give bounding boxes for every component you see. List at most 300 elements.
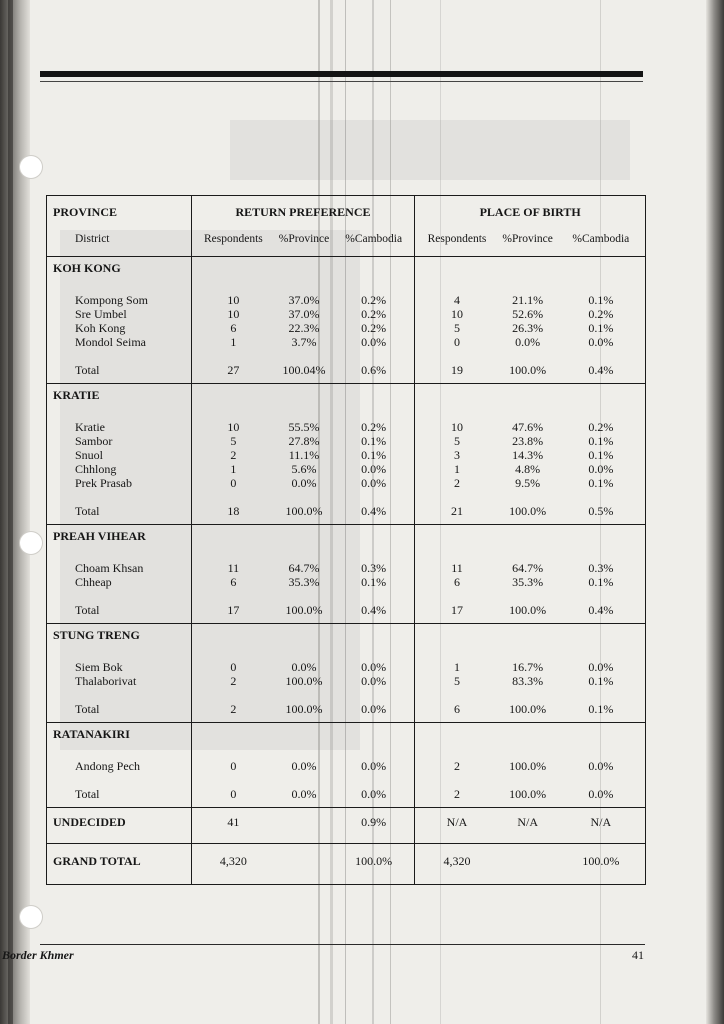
pb-pct-cambodia: 100.0% <box>557 844 646 885</box>
pb-respondents: 11 <box>451 561 463 575</box>
spacer-cell <box>191 406 275 420</box>
rp-pct-province: 100.0% <box>285 674 323 688</box>
spacer-cell <box>557 773 646 787</box>
spacer-cell <box>557 406 646 420</box>
rp-respondents: 4,320 <box>191 844 275 885</box>
rp-pct-cambodia: 0.2% <box>333 321 415 335</box>
pb-pct-province: 9.5% <box>515 476 541 490</box>
rp-pct-cambodia: 0.1% <box>333 575 415 589</box>
spacer-cell <box>191 646 275 660</box>
rp-pct-province: 37.0% <box>288 293 320 307</box>
rp-pct-province: 0.0% <box>275 787 333 808</box>
spacer-cell <box>557 646 646 660</box>
spacer-row <box>47 406 646 420</box>
spacer-cell <box>191 490 275 504</box>
total-row-label: Total <box>47 787 192 808</box>
rp-pct-cambodia: 0.9% <box>333 808 415 844</box>
undecided-row-label: UNDECIDED <box>47 808 192 844</box>
empty-cell <box>499 257 557 280</box>
spacer-cell <box>499 646 557 660</box>
spacer-cell <box>275 279 333 293</box>
header-rule-thin <box>40 81 643 82</box>
pb-pct-cambodia: 0.4% <box>557 603 646 624</box>
rp-pct-province <box>275 808 333 844</box>
province-name: KOH KONG <box>47 257 192 280</box>
punch-hole <box>20 906 42 928</box>
spacer-cell <box>499 406 557 420</box>
spacer-cell <box>47 406 192 420</box>
province-row <box>47 384 646 407</box>
rp-pct-province: 100.0% <box>275 603 333 624</box>
pb-respondents: 1 <box>454 660 461 674</box>
total-row-label: Total <box>47 702 192 723</box>
empty-cell <box>333 624 415 647</box>
rp-respondents: 11 <box>227 561 240 575</box>
spacer-cell <box>275 688 333 702</box>
rp-respondents: 0 <box>191 787 275 808</box>
total-row-label: Total <box>47 504 192 525</box>
grand-total-row-label: GRAND TOTAL <box>47 844 192 885</box>
spacer-row <box>47 688 646 702</box>
pb-respondents: 2 <box>415 787 499 808</box>
district-row <box>47 307 646 321</box>
spacer-cell <box>499 589 557 603</box>
pb-respondents: 21 <box>415 504 499 525</box>
empty-cell <box>557 624 646 647</box>
spacer-cell <box>275 646 333 660</box>
rp-respondents: 2 <box>230 448 237 462</box>
empty-cell <box>275 624 333 647</box>
pb-pct-cambodia: 0.0% <box>557 660 646 674</box>
pb-pct-cambodia: 0.5% <box>557 504 646 525</box>
spacer-cell <box>47 490 192 504</box>
spacer-cell <box>275 589 333 603</box>
footer-publication: Border Khmer <box>2 948 74 962</box>
total-row-label: Total <box>47 603 192 624</box>
district-row-label: Thalaborivat <box>47 674 192 688</box>
pb-pct-cambodia: 0.1% <box>557 674 646 688</box>
district-row <box>47 434 646 448</box>
province-row <box>47 525 646 548</box>
spacer-cell <box>333 773 415 787</box>
rp-pct-cambodia: 0.2% <box>333 293 415 307</box>
district-row <box>47 759 646 773</box>
total-row <box>47 363 646 384</box>
empty-cell <box>333 723 415 746</box>
pb-pct-province: 100.0% <box>499 603 557 624</box>
empty-cell <box>499 525 557 548</box>
spacer-cell <box>499 688 557 702</box>
spacer-cell <box>47 349 192 363</box>
spacer-row <box>47 279 646 293</box>
spacer-cell <box>275 490 333 504</box>
rp-pct-province: 64.7% <box>288 561 320 575</box>
rp-respondents: 6 <box>230 321 237 335</box>
pb-pct-province: 47.6% <box>512 420 544 434</box>
spacer-row <box>47 646 646 660</box>
header-rule <box>40 71 643 77</box>
district-row <box>47 321 646 335</box>
spacer-row <box>47 349 646 363</box>
rp-pct-province: 35.3% <box>288 575 320 589</box>
grand-total-row <box>47 844 646 885</box>
pb-pct-province: 35.3% <box>512 575 544 589</box>
empty-cell <box>333 525 415 548</box>
district-row-label: Andong Pech <box>47 759 192 773</box>
spacer-cell <box>557 589 646 603</box>
spacer-cell <box>499 745 557 759</box>
rp-pct-cambodia: 0.0% <box>333 335 415 349</box>
rp-respondents: 18 <box>191 504 275 525</box>
empty-cell <box>557 384 646 407</box>
rp-pct-province: 37.0% <box>288 307 320 321</box>
district-row-label: Chheap <box>47 575 192 589</box>
spacer-cell <box>499 773 557 787</box>
rp-respondents: 1 <box>230 462 237 476</box>
pb-respondents: 2 <box>454 476 461 490</box>
empty-cell <box>415 723 499 746</box>
rp-pct-province: 0.0% <box>291 660 317 674</box>
province-name: RATANAKIRI <box>47 723 192 746</box>
pb-pct-cambodia: 0.3% <box>557 561 646 575</box>
return-preference-table <box>46 195 646 885</box>
spacer-row <box>47 745 646 759</box>
pb-pct-province: 83.3% <box>512 674 544 688</box>
district-row <box>47 561 646 575</box>
empty-cell <box>415 384 499 407</box>
empty-cell <box>333 257 415 280</box>
rp-pct-cambodia: 0.0% <box>333 787 415 808</box>
spacer-cell <box>415 688 499 702</box>
pb-pct-province: 21.1% <box>512 293 544 307</box>
rp-respondents: 5 <box>230 434 237 448</box>
pb-respondents: 0 <box>454 335 461 349</box>
rp-pct-cambodia-header: %Cambodia <box>333 227 415 257</box>
spacer-cell <box>191 547 275 561</box>
rp-pct-province: 100.0% <box>275 702 333 723</box>
bleed-through <box>230 120 630 180</box>
district-row-label: Choam Khsan <box>47 561 192 575</box>
rp-respondents-header: Respondents <box>191 227 275 257</box>
pb-respondents: N/A <box>415 808 499 844</box>
rp-pct-cambodia: 0.1% <box>333 448 415 462</box>
rp-pct-cambodia: 0.4% <box>333 504 415 525</box>
pb-pct-province: 16.7% <box>512 660 544 674</box>
district-row-label: Siem Bok <box>47 660 192 674</box>
total-row <box>47 603 646 624</box>
punch-hole <box>20 532 42 554</box>
province-row <box>47 723 646 746</box>
rp-respondents: 0 <box>230 476 237 490</box>
pb-pct-province: 14.3% <box>512 448 544 462</box>
district-row-label: Kompong Som <box>47 293 192 307</box>
rp-pct-cambodia: 0.0% <box>333 660 415 674</box>
spacer-cell <box>333 406 415 420</box>
pb-pct-cambodia: 0.0% <box>557 462 646 476</box>
pb-pct-cambodia: 0.1% <box>557 321 646 335</box>
empty-cell <box>333 384 415 407</box>
province-row <box>47 624 646 647</box>
rp-respondents: 27 <box>191 363 275 384</box>
district-row-label: Snuol <box>47 448 192 462</box>
rp-pct-province: 100.0% <box>275 504 333 525</box>
page-number: 41 <box>632 948 644 962</box>
pb-pct-cambodia: 0.1% <box>557 476 646 490</box>
district-row <box>47 462 646 476</box>
province-row <box>47 257 646 280</box>
pb-pct-cambodia: 0.0% <box>557 787 646 808</box>
spacer-cell <box>415 547 499 561</box>
empty-cell <box>191 624 275 647</box>
district-row <box>47 660 646 674</box>
pb-respondents: 3 <box>454 448 461 462</box>
spacer-cell <box>557 349 646 363</box>
rp-respondents: 6 <box>230 575 237 589</box>
empty-cell <box>499 723 557 746</box>
empty-cell <box>275 257 333 280</box>
rp-pct-cambodia: 100.0% <box>333 844 415 885</box>
spacer-cell <box>191 589 275 603</box>
spacer-cell <box>557 688 646 702</box>
district-row-label: Sre Umbel <box>47 307 192 321</box>
district-row-label: Chhlong <box>47 462 192 476</box>
scan-right-edge <box>706 0 724 1024</box>
pb-pct-cambodia-header: %Cambodia <box>557 227 646 257</box>
spacer-row <box>47 490 646 504</box>
province-header: PROVINCE <box>47 196 192 228</box>
pb-respondents: 2 <box>454 759 461 773</box>
spacer-cell <box>191 349 275 363</box>
empty-cell <box>191 525 275 548</box>
spacer-cell <box>47 547 192 561</box>
pb-respondents: 4,320 <box>415 844 499 885</box>
spacer-cell <box>47 773 192 787</box>
scan-left-shadow <box>8 0 13 1024</box>
spacer-cell <box>47 279 192 293</box>
spacer-cell <box>47 745 192 759</box>
rp-pct-cambodia: 0.4% <box>333 603 415 624</box>
rp-pct-province: 55.5% <box>288 420 320 434</box>
pb-pct-cambodia: 0.2% <box>557 420 646 434</box>
rp-respondents: 2 <box>230 674 237 688</box>
spacer-cell <box>333 490 415 504</box>
empty-cell <box>191 384 275 407</box>
empty-cell <box>275 723 333 746</box>
rp-pct-province: 22.3% <box>288 321 320 335</box>
spacer-row <box>47 773 646 787</box>
empty-cell <box>499 624 557 647</box>
rp-pct-province: 100.04% <box>275 363 333 384</box>
rp-pct-cambodia: 0.0% <box>333 462 415 476</box>
empty-cell <box>275 525 333 548</box>
rp-pct-cambodia: 0.0% <box>333 702 415 723</box>
rp-respondents: 1 <box>230 335 237 349</box>
pb-pct-cambodia: 0.1% <box>557 434 646 448</box>
total-row <box>47 504 646 525</box>
empty-cell <box>415 624 499 647</box>
rp-pct-province <box>275 844 333 885</box>
rp-respondents: 2 <box>191 702 275 723</box>
rp-respondents: 10 <box>227 420 240 434</box>
district-row-label: Sambor <box>47 434 192 448</box>
spacer-cell <box>499 349 557 363</box>
undecided-row <box>47 808 646 844</box>
spacer-cell <box>557 547 646 561</box>
spacer-cell <box>557 490 646 504</box>
spacer-cell <box>415 745 499 759</box>
pb-respondents: 6 <box>454 575 461 589</box>
spacer-cell <box>333 745 415 759</box>
total-row-label: Total <box>47 363 192 384</box>
punch-hole <box>20 156 42 178</box>
rp-pct-province: 11.1% <box>288 448 320 462</box>
spacer-cell <box>557 745 646 759</box>
pb-pct-province: 26.3% <box>512 321 544 335</box>
empty-cell <box>557 525 646 548</box>
pb-pct-cambodia: 0.2% <box>557 307 646 321</box>
spacer-cell <box>191 279 275 293</box>
district-row <box>47 335 646 349</box>
rp-pct-province: 0.0% <box>291 476 317 490</box>
empty-cell <box>415 525 499 548</box>
pb-pct-province: 100.0% <box>499 504 557 525</box>
rp-respondents: 10 <box>227 307 240 321</box>
pb-respondents: 10 <box>451 420 464 434</box>
spacer-cell <box>415 589 499 603</box>
empty-cell <box>191 257 275 280</box>
pb-respondents: 5 <box>454 321 461 335</box>
pb-pct-province: 64.7% <box>512 561 544 575</box>
district-row-label: Koh Kong <box>47 321 192 335</box>
rp-pct-province: 5.6% <box>291 462 317 476</box>
spacer-cell <box>415 646 499 660</box>
district-row <box>47 575 646 589</box>
pb-respondents: 4 <box>454 293 461 307</box>
district-row <box>47 293 646 307</box>
empty-cell <box>275 384 333 407</box>
rp-respondents: 0 <box>230 660 237 674</box>
pb-pct-province <box>499 844 557 885</box>
rp-pct-cambodia: 0.0% <box>333 476 415 490</box>
spacer-row <box>47 589 646 603</box>
pb-pct-cambodia: 0.1% <box>557 448 646 462</box>
spacer-cell <box>333 688 415 702</box>
rp-pct-cambodia: 0.3% <box>333 561 415 575</box>
pb-pct-province: 100.0% <box>499 702 557 723</box>
spacer-cell <box>415 773 499 787</box>
pb-respondents: 17 <box>415 603 499 624</box>
header-row <box>47 196 646 228</box>
spacer-cell <box>333 589 415 603</box>
district-header: District <box>47 227 192 257</box>
spacer-cell <box>415 490 499 504</box>
spacer-cell <box>191 745 275 759</box>
spacer-cell <box>275 349 333 363</box>
empty-cell <box>557 723 646 746</box>
spacer-cell <box>333 349 415 363</box>
rp-pct-cambodia: 0.0% <box>333 759 415 773</box>
pb-pct-cambodia: 0.1% <box>557 293 646 307</box>
spacer-cell <box>191 773 275 787</box>
rp-pct-cambodia: 0.1% <box>333 434 415 448</box>
pb-respondents: 10 <box>451 307 464 321</box>
subheader-row <box>47 227 646 257</box>
pb-pct-cambodia: 0.1% <box>557 575 646 589</box>
spacer-cell <box>275 773 333 787</box>
spacer-cell <box>415 406 499 420</box>
spacer-cell <box>499 490 557 504</box>
province-name: STUNG TRENG <box>47 624 192 647</box>
district-row-label: Kratie <box>47 420 192 434</box>
province-name: KRATIE <box>47 384 192 407</box>
spacer-cell <box>47 589 192 603</box>
spacer-cell <box>275 745 333 759</box>
spacer-cell <box>333 547 415 561</box>
rp-pct-cambodia: 0.2% <box>333 420 415 434</box>
spacer-cell <box>333 646 415 660</box>
district-row <box>47 420 646 434</box>
place-of-birth-header: PLACE OF BIRTH <box>415 196 646 228</box>
pb-pct-province-header: %Province <box>499 227 557 257</box>
rp-respondents: 0 <box>230 759 237 773</box>
spacer-cell <box>47 646 192 660</box>
total-row <box>47 787 646 808</box>
empty-cell <box>499 384 557 407</box>
pb-pct-cambodia: 0.1% <box>557 702 646 723</box>
scan-left-edge <box>0 0 30 1024</box>
pb-pct-cambodia: 0.4% <box>557 363 646 384</box>
pb-respondents: 1 <box>454 462 461 476</box>
pb-pct-cambodia: 0.0% <box>557 759 646 773</box>
empty-cell <box>191 723 275 746</box>
pb-respondents: 5 <box>454 434 461 448</box>
rp-pct-province: 3.7% <box>291 335 317 349</box>
pb-pct-cambodia: N/A <box>557 808 646 844</box>
empty-cell <box>557 257 646 280</box>
return-preference-header: RETURN PREFERENCE <box>191 196 415 228</box>
pb-pct-province: N/A <box>499 808 557 844</box>
rp-pct-province-header: %Province <box>275 227 333 257</box>
spacer-cell <box>415 349 499 363</box>
spacer-cell <box>415 279 499 293</box>
pb-respondents: 19 <box>415 363 499 384</box>
rp-pct-cambodia: 0.0% <box>333 674 415 688</box>
rp-pct-province: 0.0% <box>291 759 317 773</box>
pb-pct-province: 52.6% <box>512 307 544 321</box>
pb-pct-province: 23.8% <box>512 434 544 448</box>
province-name: PREAH VIHEAR <box>47 525 192 548</box>
pb-pct-province: 4.8% <box>515 462 541 476</box>
pb-pct-province: 100.0% <box>499 787 557 808</box>
spacer-cell <box>191 688 275 702</box>
footer-rule <box>40 944 645 945</box>
pb-respondents: 6 <box>415 702 499 723</box>
rp-respondents: 10 <box>227 293 240 307</box>
rp-pct-province: 27.8% <box>288 434 320 448</box>
rp-respondents: 41 <box>191 808 275 844</box>
spacer-cell <box>499 279 557 293</box>
pb-pct-province: 100.0% <box>499 363 557 384</box>
spacer-row <box>47 547 646 561</box>
rp-pct-cambodia: 0.2% <box>333 307 415 321</box>
district-row <box>47 476 646 490</box>
pb-respondents-header: Respondents <box>415 227 499 257</box>
pb-pct-province: 100.0% <box>509 759 547 773</box>
pb-pct-province: 0.0% <box>515 335 541 349</box>
pb-pct-cambodia: 0.0% <box>557 335 646 349</box>
district-row-label: Prek Prasab <box>47 476 192 490</box>
spacer-cell <box>275 547 333 561</box>
